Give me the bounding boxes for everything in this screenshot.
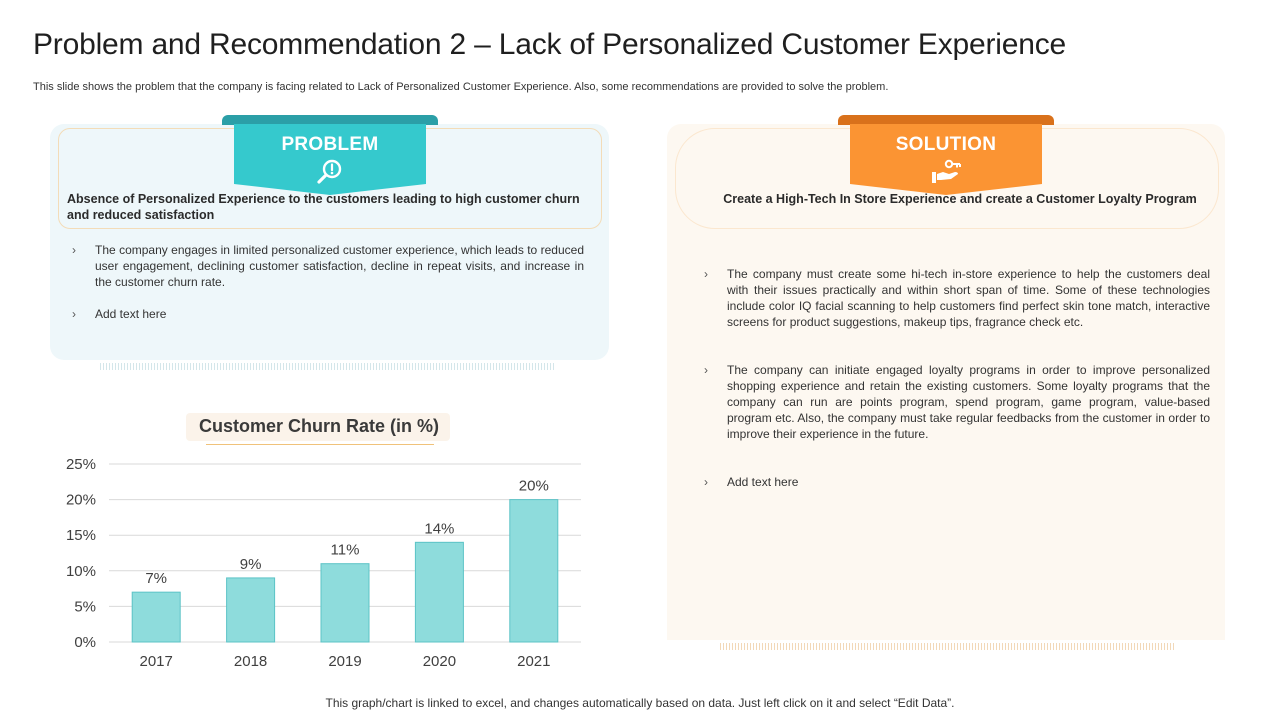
bullet-text: The company engages in limited personalized customer experience, which leads to reduced user engagement, declining customer satisfaction, decline in repeat visits, and increase in the customer churn rate. [95,243,584,289]
bar [227,578,275,642]
list-item [704,474,1210,490]
problem-banner [234,124,426,184]
slide-title: Problem and Recommendation 2 – Lack of Personalized Customer Experience [33,28,1067,61]
bar [415,542,463,642]
solution-bullet-list [704,266,1210,522]
y-tick-label: 25% [65,456,96,473]
y-tick-label: 10% [65,562,96,580]
bar-value-label: 11% [330,541,360,559]
bullet-text: The company must create some hi-tech in-store experience to help the customers deal with their issues practically and within short span of time. Some of these technologies include color IQ facial scanning to help customers find perfect skin tone match, interactive screens for product suggestions, makeup tips, fragrance check etc. [727,267,1210,329]
footer-note: This graph/chart is linked to excel, and changes automatically based on data. Just left click on it and select “Edit Data”. [325,696,955,710]
chevron-right-icon: › [704,475,708,489]
bullet-text: Add text here [95,307,167,321]
bar-value-label: 7% [145,570,168,588]
slide-subtitle: This slide shows the problem that the company is facing related to Lack of Personalized Customer Experience. Also, some recommendations are provided to solve the problem. [33,81,889,93]
problem-label: PROBLEM [281,134,379,155]
bar-value-label: 20% [518,477,549,495]
churn-rate-chart[interactable] [40,450,600,680]
list-item [704,362,1210,442]
x-tick-label: 2019 [328,653,362,670]
x-tick-label: 2021 [517,653,551,670]
bullet-text: The company can initiate engaged loyalty programs in order to improve personalized shopping experience and retain the existing customers. Some loyalty programs that the company can run are points program, spend program, game program, value-based program etc. Also, the company must take regular feedbacks from the customer in order to improve their experience in the future. [727,363,1210,441]
chevron-right-icon: › [72,243,76,257]
bar [510,500,558,642]
bar [132,592,180,642]
solution-banner [850,124,1042,184]
bar-value-label: 9% [239,555,262,573]
problem-panel-shadow [100,363,556,370]
x-tick-label: 2020 [422,653,457,670]
bar [321,564,369,642]
y-tick-label: 15% [65,527,96,545]
y-tick-label: 20% [65,491,96,509]
solution-label: SOLUTION [895,134,997,155]
solution-heading: Create a High-Tech In Store Experience and create a Customer Loyalty Program [723,192,1197,206]
list-item [72,306,584,322]
chevron-right-icon: › [72,307,76,321]
chevron-right-icon: › [704,363,708,377]
problem-bullet-list [72,242,584,338]
chart-title: Customer Churn Rate (in %) [198,416,439,436]
bar-value-label: 14% [424,520,455,538]
list-item [72,242,584,290]
list-item [704,266,1210,330]
chart-title-underline [206,444,434,445]
chevron-right-icon: › [704,267,708,281]
x-tick-label: 2018 [233,653,268,670]
solution-panel-shadow [720,643,1176,650]
y-tick-label: 0% [74,634,96,651]
bullet-text: Add text here [727,475,799,489]
y-tick-label: 5% [74,598,96,616]
x-tick-label: 2017 [139,653,173,670]
problem-heading: Absence of Personalized Experience to the customers leading to high customer churn and reduced satisfaction [67,192,580,222]
